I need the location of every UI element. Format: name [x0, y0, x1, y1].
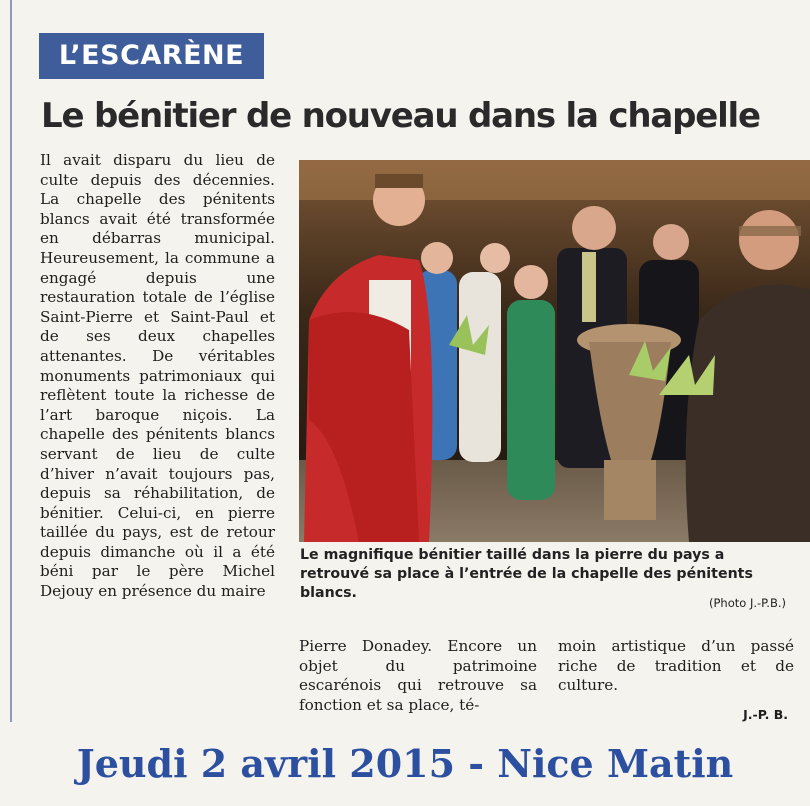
- article-column-3: moin artistique d’un passé riche de tradition et de culture.: [558, 637, 794, 695]
- photo-credit: (Photo J.-P.B.): [709, 596, 786, 610]
- column-rule: [10, 0, 12, 722]
- article-photo: [299, 160, 810, 542]
- article-headline: Le bénitier de nouveau dans la chapelle: [41, 96, 760, 136]
- article-column-1: Il avait disparu du lieu de culte depuis des décennies. La chapelle des pénitents blancs avait été transformée en débarras municipal. Heureusement, la commune a engagé depuis une restauration totale de l’église Saint-Pierre et Saint-Paul et de ses deux chapelles attenantes. De véritables monuments patrimoniaux qui reflètent toute la richesse de l’art baroque niçois. La chapelle des pénitents blancs servant de lieu de culte d’hiver n’avait toujours pas, depuis sa réhabilitation, de bénitier. Celui-ci, en pierre taillée du pays, est de retour depuis dimanche où il a été béni par le père Michel Dejouy en présence du maire: [40, 151, 275, 601]
- photo-illustration: [299, 160, 810, 542]
- article-byline: J.-P. B.: [743, 707, 788, 722]
- section-kicker: L’ESCARÈNE: [39, 33, 264, 79]
- article-column-2: Pierre Donadey. Encore un objet du patrimoine escarénois qui retrouve sa fonction et sa place, té-: [299, 637, 537, 714]
- photo-caption: Le magnifique bénitier taillé dans la pierre du pays a retrouvé sa place à l’entrée de la chapelle des pénitents blancs.: [300, 547, 753, 601]
- date-source-footer: Jeudi 2 avril 2015 - Nice Matin: [76, 741, 734, 786]
